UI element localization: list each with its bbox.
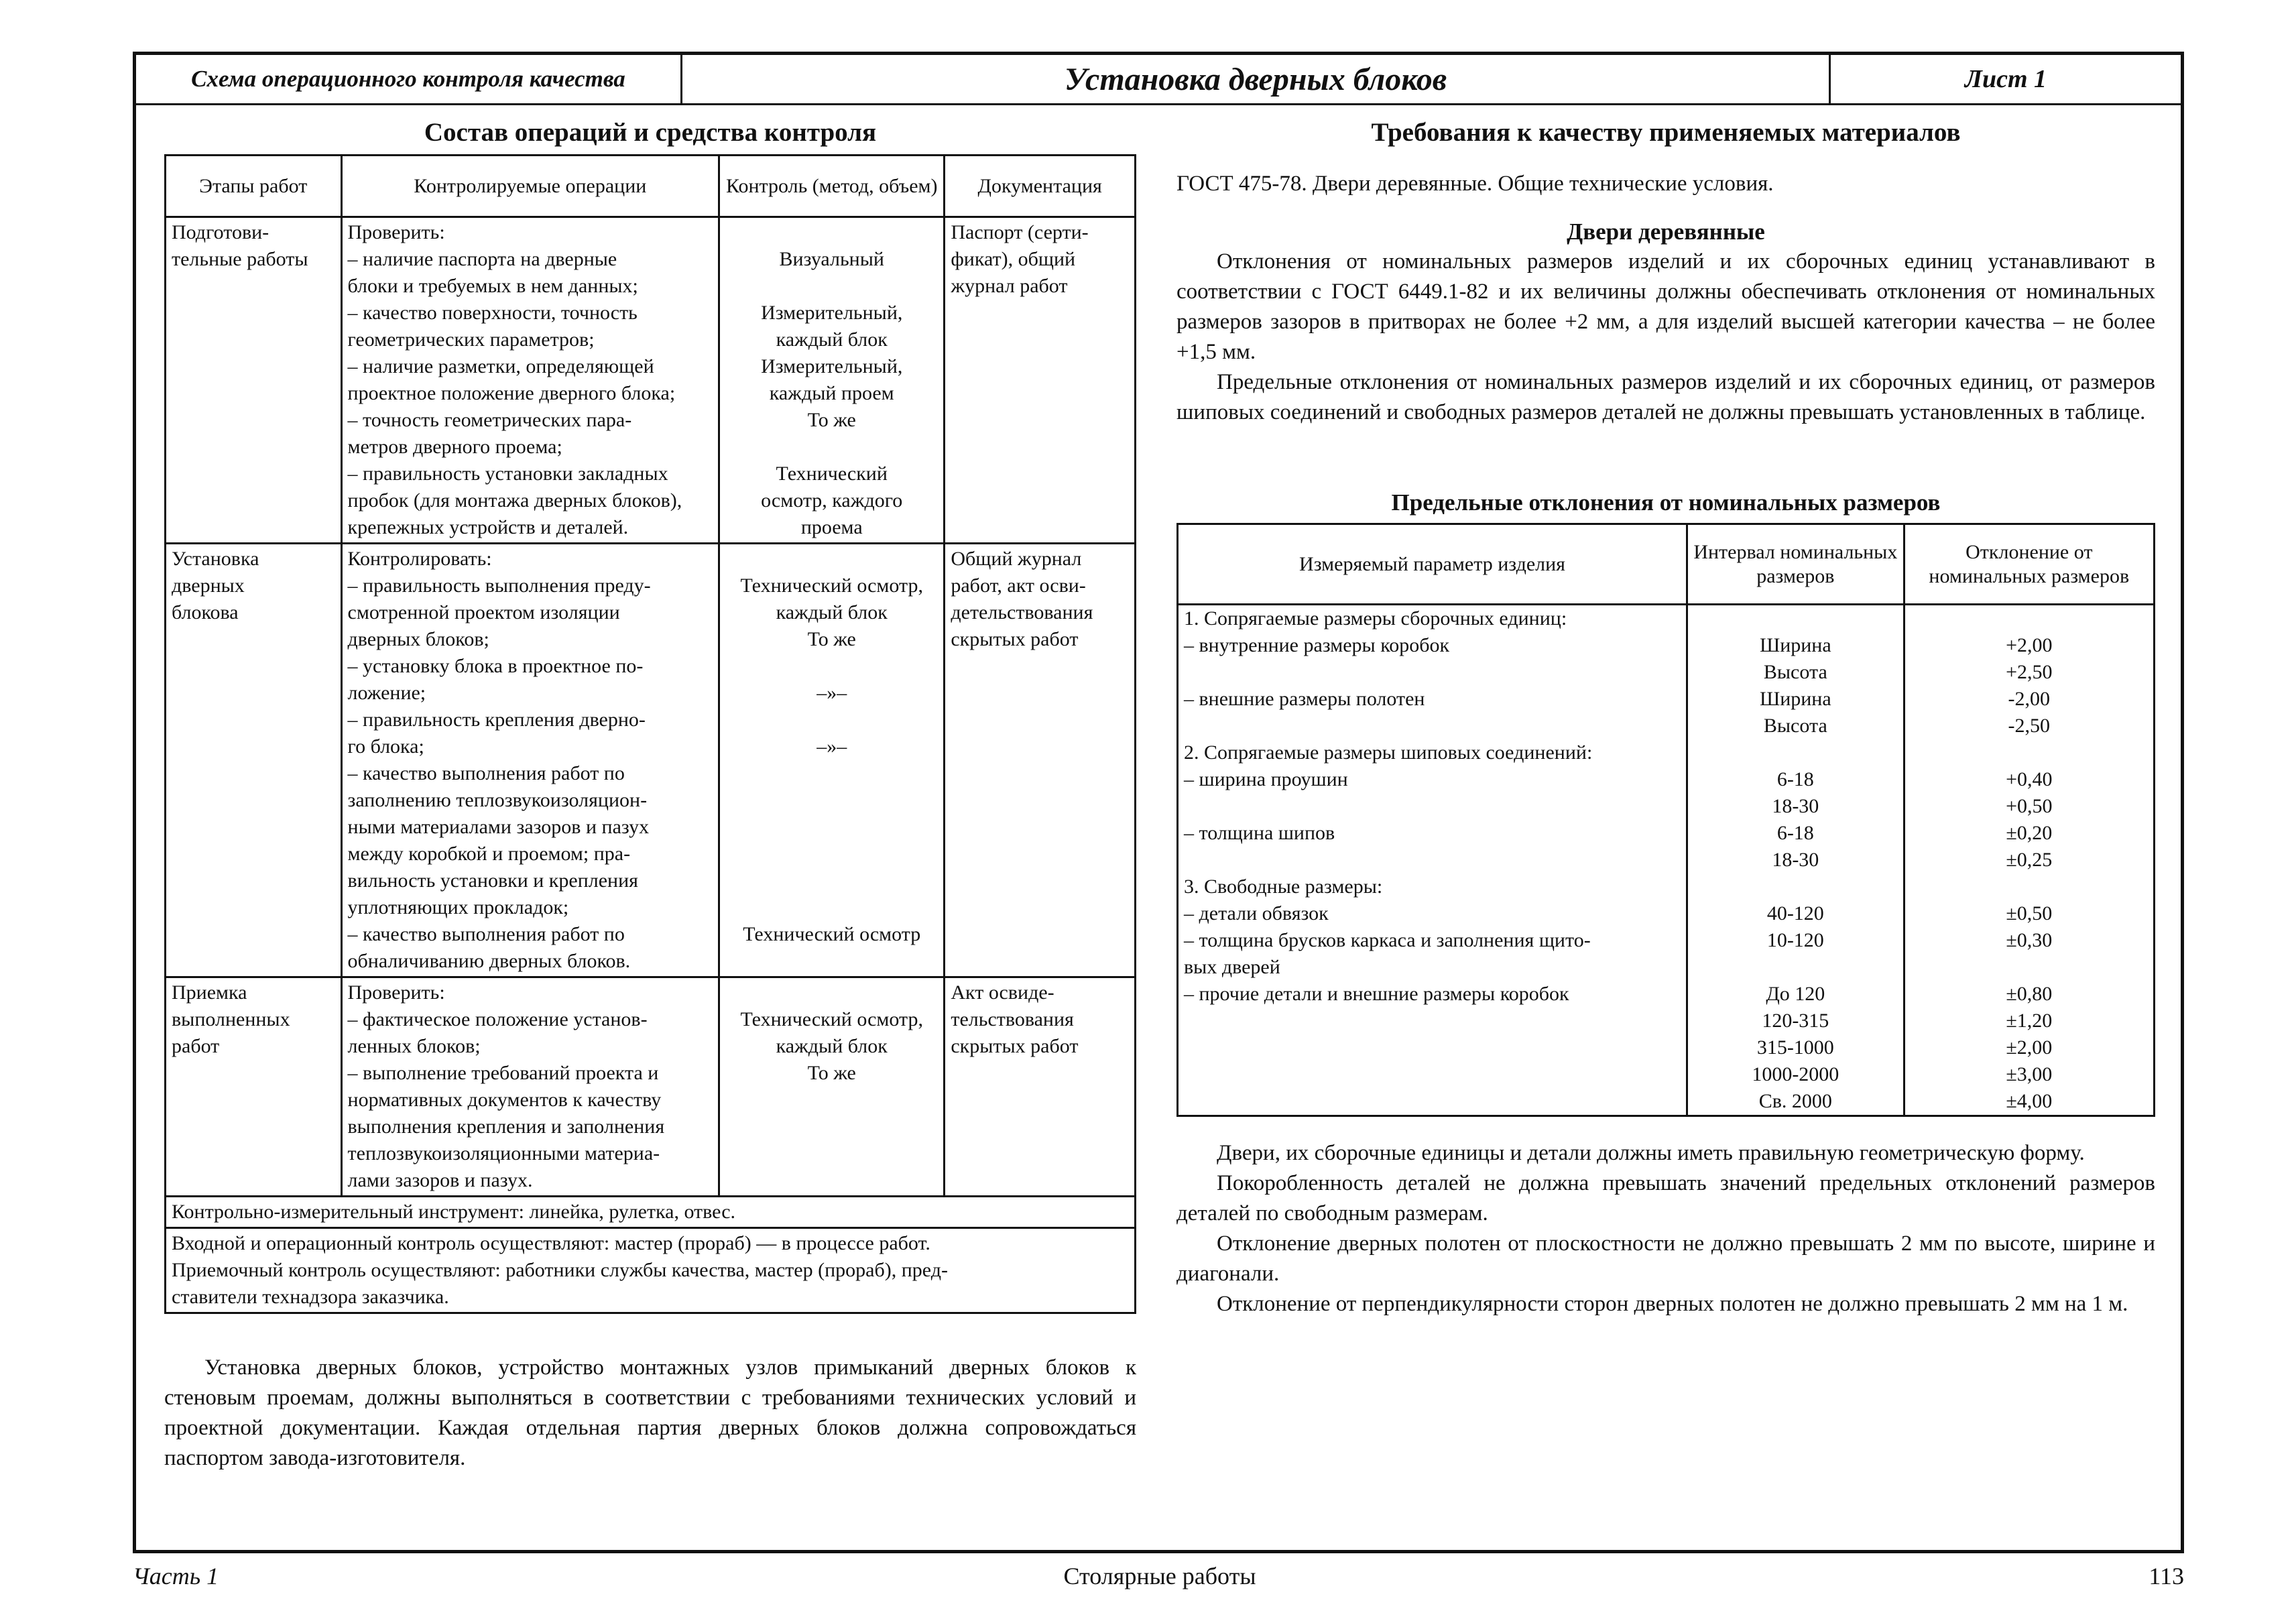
control-note: Входной и операционный контроль осуществляют: мастер (прораб) — в процессе работ. Приемочный контроль осуществляют: работники службы качества, мастер (прораб), пред- ставители технадзора заказчика.: [166, 1228, 1136, 1313]
control-method-cell-line: –»–: [817, 735, 847, 758]
dev-interval-line: [1693, 874, 1898, 900]
documentation-cell-line: скрытых работ: [951, 1035, 1079, 1057]
control-method-cell-line: [725, 814, 938, 841]
dev-param-line: 1. Сопрягаемые размеры сборочных единиц:: [1184, 607, 1567, 629]
dev-deviation-line: -2,00: [2008, 688, 2051, 710]
dev-interval-line: До 120: [1766, 983, 1825, 1005]
control-method-cell-line: каждый проем: [769, 382, 894, 404]
operations-cell-line: – фактическое положение установ-: [347, 1008, 648, 1030]
deviation-table: [1176, 523, 2155, 1117]
dev-deviation-line: +2,00: [2006, 634, 2053, 656]
stage-cell: [166, 977, 342, 1197]
documentation-cell-line: фикат), общий: [951, 248, 1076, 270]
control-method-cell-line: [725, 546, 938, 573]
control-method-cell-line: каждый блок: [776, 1035, 888, 1057]
right-text-top: ГОСТ 475-78. Двери деревянные. Общие технические условия. Двери деревянные Отклонения от номинальных размеров изделий и их сборочных единиц устанавливают в соответствии с ГОСТ 6449.1-82 и их величины должны обеспечивать отклонения от номинальных размеров зазоров в притворах не более +2 мм, а для изделий высшей категории качества – не более +1,5 мм. Предельные отклонения от номинальных размеров изделий и их сборочных единиц, от размеров шиповых соединений и свободных размеров деталей не должны превышать установленных в таблице.: [1176, 172, 2155, 424]
dev-deviation-line: ±1,20: [2006, 1010, 2053, 1032]
dev-param-line: 2. Сопрягаемые размеры шиповых соединений:: [1184, 741, 1593, 764]
dev-interval-line: 18-30: [1772, 795, 1819, 817]
operations-cell-line: – наличие разметки, определяющей: [347, 355, 654, 377]
dev-interval-line: 6-18: [1776, 768, 1814, 790]
dev-interval-line: 40-120: [1766, 902, 1824, 924]
control-method-cell-line: [725, 867, 938, 894]
operations-cell-line: обналичиванию дверных блоков.: [347, 950, 631, 972]
operations-cell-line: лами зазоров и пазух.: [347, 1169, 533, 1191]
documentation-cell-line: Акт освиде-: [951, 981, 1054, 1004]
control-method-cell-line: Измерительный,: [761, 355, 903, 377]
dev-deviation-line: +0,50: [2006, 795, 2053, 817]
dev-deviation-cell: [1904, 605, 2154, 1116]
dev-deviation-line: [1911, 954, 2148, 981]
dev-param-line: – ширина проушин: [1184, 768, 1348, 790]
control-method-cell-line: [725, 760, 938, 787]
control-method-cell-line: Измерительный,: [761, 302, 903, 324]
dev-param-line: – внешние размеры полотен: [1184, 688, 1425, 710]
operations-cell-line: нормативных документов к качеству: [347, 1089, 662, 1111]
dev-deviation-line: -2,50: [2008, 715, 2051, 737]
dev-interval-line: 1000-2000: [1752, 1063, 1839, 1085]
left-paragraph: Установка дверных блоков, устройство монтажных узлов примыканий дверных блоков к стеновым проемам, должны выполняться в соответствии с требованиями технических условий и проектной документации. Каждая отдельная партия дверных блоков должна сопровождаться паспортом завода-изготовителя.: [164, 1356, 1136, 1470]
instrument-note: Контрольно-измерительный инструмент: линейка, рулетка, отвес.: [166, 1197, 1136, 1228]
control-method-cell-line: [725, 894, 938, 921]
control-method-cell: [719, 544, 945, 977]
header-bar: [136, 55, 2181, 105]
stage-cell: [166, 544, 342, 977]
dev-deviation-line: +2,50: [2006, 661, 2053, 683]
dev-deviation-line: [1911, 874, 2148, 900]
table-row: [1178, 605, 2155, 1116]
documentation-cell: [945, 977, 1136, 1197]
dev-param-line: – внутренние размеры коробок: [1184, 634, 1450, 656]
dev-deviation-line: ±0,50: [2006, 902, 2053, 924]
dev-param-cell: [1178, 605, 1687, 1116]
dev-param-line: – толщина шипов: [1184, 822, 1335, 844]
dev-interval-line: Ширина: [1759, 688, 1831, 710]
control-method-cell-line: [725, 273, 938, 300]
operations-cell-line: Контролировать:: [347, 548, 492, 570]
header-title: Установка дверных блоков: [682, 55, 1831, 103]
dev-deviation-line: [1911, 605, 2148, 632]
dev-interval-line: Ширина: [1759, 634, 1831, 656]
dev-interval-line: [1693, 739, 1898, 766]
stage-cell-line: выполненных: [172, 1008, 290, 1030]
control-method-cell-line: То же: [807, 409, 856, 431]
control-method-cell-line: –»–: [817, 682, 847, 704]
documentation-cell-line: Общий журнал: [951, 548, 1082, 570]
documentation-cell-line: детельствования: [951, 601, 1093, 623]
operations-cell-line: ложение;: [347, 682, 426, 704]
operations-cell-line: – качество выполнения работ по: [347, 762, 625, 784]
operations-cell-line: – качество поверхности, точность: [347, 302, 638, 324]
control-method-cell-line: осмотр, каждого: [761, 489, 903, 512]
operations-cell-line: смотренной проектом изоляции: [347, 601, 620, 623]
table-row: [166, 544, 1136, 977]
footer-page-number: 113: [2149, 1563, 2184, 1589]
dev-col-param: Измеряемый параметр изделия: [1178, 524, 1687, 605]
left-section-title: Состав операций и средства контроля: [424, 118, 877, 147]
operations-cell-line: – качество выполнения работ по: [347, 923, 625, 945]
dev-interval-line: [1693, 605, 1898, 632]
operations-cell: [341, 977, 719, 1197]
operations-cell: [341, 217, 719, 544]
stage-cell-line: Установка: [172, 548, 259, 570]
dev-interval-line: Высота: [1763, 661, 1827, 683]
dev-param-line: [1184, 847, 1681, 874]
col-stage: Этапы работ: [166, 156, 342, 217]
control-method-cell-line: каждый блок: [776, 328, 888, 351]
dev-param-line: вых дверей: [1184, 956, 1280, 978]
dev-param-line: 3. Свободные размеры:: [1184, 876, 1383, 898]
stage-cell-line: дверных: [172, 575, 245, 597]
documentation-cell-line: тельствования: [951, 1008, 1074, 1030]
dev-param-line: [1184, 1034, 1681, 1061]
dev-param-line: [1184, 1008, 1681, 1034]
dev-deviation-line: ±2,00: [2006, 1036, 2053, 1059]
operations-cell-line: геометрических параметров;: [347, 328, 595, 351]
documentation-cell: [945, 217, 1136, 544]
control-method-cell-line: [725, 653, 938, 680]
stage-cell: [166, 217, 342, 544]
dev-deviation-line: ±0,25: [2006, 849, 2053, 871]
stage-cell-line: блокова: [172, 601, 239, 623]
operations-cell-line: проектное положение дверного блока;: [347, 382, 676, 404]
control-method-cell-line: проема: [800, 516, 863, 538]
operations-cell-line: ными материалами зазоров и пазух: [347, 816, 650, 838]
control-method-cell-line: Визуальный: [779, 248, 884, 270]
documentation-cell-line: журнал работ: [951, 275, 1068, 297]
operations-cell-line: уплотняющих прокладок;: [347, 896, 569, 918]
col-ops: Контролируемые операции: [341, 156, 719, 217]
operations-cell-line: пробок (для монтажа дверных блоков),: [347, 489, 682, 512]
documentation-cell: [945, 544, 1136, 977]
documentation-cell-line: скрытых работ: [951, 628, 1079, 650]
dev-col-deviation: Отклонение от номинальных размеров: [1904, 524, 2154, 605]
operations-cell-line: – выполнение требований проекта и: [347, 1062, 659, 1084]
right-text-bottom: Двери, их сборочные единицы и детали должны иметь правильную геометрическую форму. Покоробленность деталей не должна превышать значений предельных отклонений размеров деталей по свободным размерам. Отклонение дверных полотен от плоскостности не должно превышать 2 мм по высоте, ширине и диагонали. Отклонение от перпендикулярности сторон дверных полотен не должно превышать 2 мм на 1 м.: [1176, 1141, 2155, 1316]
col-docs: Документация: [945, 156, 1136, 217]
control-method-cell-line: каждый блок: [776, 601, 888, 623]
footer-part: Часть 1: [133, 1563, 219, 1589]
control-method-cell-line: [725, 979, 938, 1006]
operations-cell-line: метров дверного проема;: [347, 436, 562, 458]
header-sheet: Лист 1: [1964, 65, 2047, 93]
control-method-cell-line: Технический осмотр: [743, 923, 921, 945]
control-method-cell-line: Технический осмотр,: [740, 575, 923, 597]
dev-deviation-line: ±0,20: [2006, 822, 2053, 844]
dev-deviation-line: +0,40: [2006, 768, 2053, 790]
stage-cell-line: Приемка: [172, 981, 247, 1004]
stage-cell-line: тельные работы: [172, 248, 308, 270]
control-method-cell-line: [725, 787, 938, 814]
operations-cell-line: – правильность крепления дверно-: [347, 709, 646, 731]
dev-interval-cell: [1687, 605, 1905, 1116]
footer-section: Столярные работы: [1063, 1563, 1256, 1589]
operations-cell-line: блоки и требуемых в нем данных;: [347, 275, 638, 297]
operations-cell-line: выполнения крепления и заполнения: [347, 1116, 665, 1138]
control-method-cell-line: Технический: [776, 463, 888, 485]
dev-param-line: [1184, 659, 1681, 686]
dev-deviation-line: ±3,00: [2006, 1063, 2053, 1085]
control-method-cell-line: [725, 434, 938, 461]
right-section-title: Требования к качеству применяемых материалов: [1371, 118, 1961, 147]
dev-param-line: [1184, 1088, 1681, 1115]
dev-interval-line: Высота: [1763, 715, 1827, 737]
operations-cell-line: – правильность установки закладных: [347, 463, 668, 485]
dev-col-interval: Интервал номинальных размеров: [1687, 524, 1905, 605]
dev-interval-line: 315-1000: [1756, 1036, 1834, 1059]
header-left: Схема операционного контроля качества: [136, 55, 682, 103]
dev-deviation-line: ±4,00: [2006, 1090, 2053, 1112]
operations-cell-line: – наличие паспорта на дверные: [347, 248, 617, 270]
operations-cell-line: го блока;: [347, 735, 424, 758]
table-row: [166, 217, 1136, 544]
operations-cell-line: – установку блока в проектное по-: [347, 655, 644, 677]
dev-interval-line: 120-315: [1762, 1010, 1829, 1032]
deviation-table-title: Предельные отклонения от номинальных размеров: [1391, 489, 1941, 516]
stage-cell-line: работ: [172, 1035, 220, 1057]
operations-cell-line: крепежных устройств и деталей.: [347, 516, 629, 538]
dev-param-line: [1184, 793, 1681, 820]
control-method-cell: [719, 217, 945, 544]
operations-cell-line: вильность установки и крепления: [347, 869, 638, 892]
operations-cell-line: – правильность выполнения преду-: [347, 575, 651, 597]
operations-cell-line: теплозвукоизоляционными материа-: [347, 1142, 660, 1164]
operations-cell-line: – точность геометрических пара-: [347, 409, 632, 431]
col-ctrl: Контроль (метод, объем): [719, 156, 945, 217]
operations-cell-line: Проверить:: [347, 981, 445, 1004]
dev-interval-line: Св. 2000: [1758, 1090, 1832, 1112]
control-method-cell-line: То же: [807, 628, 856, 650]
control-method-cell-line: То же: [807, 1062, 856, 1084]
operations-table: [164, 154, 1136, 1314]
dev-deviation-line: [1911, 739, 2148, 766]
dev-interval-line: 10-120: [1766, 929, 1824, 951]
control-method-cell-line: [725, 948, 938, 975]
documentation-cell-line: Паспорт (серти-: [951, 221, 1089, 243]
dev-interval-line: 18-30: [1772, 849, 1819, 871]
dev-param-line: – детали обвязок: [1184, 902, 1329, 924]
documentation-cell-line: работ, акт осви-: [951, 575, 1086, 597]
operations-cell-line: Проверить:: [347, 221, 445, 243]
dev-param-line: – толщина брусков каркаса и заполнения щито-: [1184, 929, 1591, 951]
control-method-cell-line: [725, 707, 938, 733]
operations-cell-line: заполнению теплозвукоизоляцион-: [347, 789, 648, 811]
table-row: [166, 977, 1136, 1197]
control-method-cell-line: Технический осмотр,: [740, 1008, 923, 1030]
dev-deviation-line: ±0,30: [2006, 929, 2053, 951]
operations-cell: [341, 544, 719, 977]
operations-cell-line: дверных блоков;: [347, 628, 489, 650]
control-method-cell-line: [725, 841, 938, 867]
dev-interval-line: 6-18: [1776, 822, 1814, 844]
operations-cell-line: между коробкой и проемом; пра-: [347, 843, 631, 865]
dev-param-line: [1184, 713, 1681, 739]
dev-param-line: – прочие детали и внешние размеры коробок: [1184, 983, 1569, 1005]
dev-interval-line: [1693, 954, 1898, 981]
operations-cell-line: ленных блоков;: [347, 1035, 481, 1057]
stage-cell-line: Подготови-: [172, 221, 269, 243]
control-method-cell: [719, 977, 945, 1197]
control-method-cell-line: [725, 219, 938, 246]
dev-param-line: [1184, 1061, 1681, 1088]
dev-deviation-line: ±0,80: [2006, 983, 2053, 1005]
